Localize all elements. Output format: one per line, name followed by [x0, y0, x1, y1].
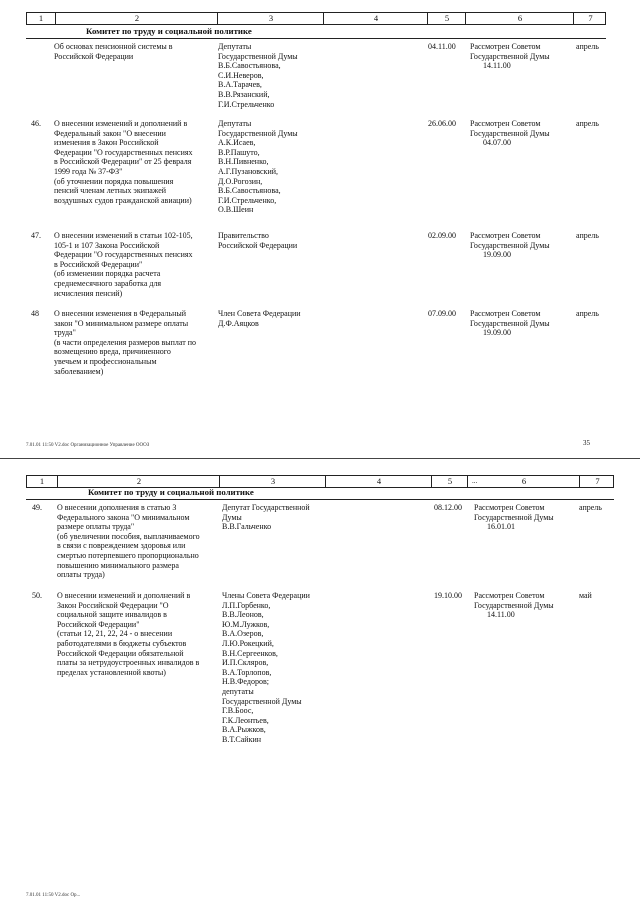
header-col-4 [325, 476, 432, 487]
row-top-2-month: апрель [576, 231, 599, 240]
title-line: воздушных судов гражданской авиации) [54, 195, 192, 205]
author-line: Л.Ю.Рокецкий, [222, 638, 274, 648]
committee-rule-top [26, 38, 606, 39]
header-col-4-label: 4 [376, 476, 382, 486]
title-line: О внесении изменений и дополнений в [54, 119, 188, 128]
status-line: Государственной Думы [474, 600, 554, 610]
author-line: В.А.Тарачев, [218, 80, 262, 90]
header-col-6-label: 6 [517, 13, 523, 23]
row-top-1-status [470, 119, 550, 148]
title-line: оплаты труда) [57, 570, 105, 580]
title-line: 105-1 и 107 Закона Российской [54, 240, 160, 250]
title-line: заболеванием) [54, 366, 104, 376]
title-line: Российской Федерации обязательной [57, 648, 184, 658]
title-line: изменения в Закон Российской [54, 138, 159, 148]
committee-heading-bottom: Комитет по труду и социальной политике [88, 487, 254, 497]
row-bottom-0-title [57, 503, 200, 580]
row-bottom-1-date: 19.10.00 [434, 591, 462, 600]
status-line: 19.09.00 [483, 328, 511, 338]
author-line: Депутат Государственной [222, 503, 310, 512]
row-top-1-num: 46. [31, 119, 41, 128]
author-line: Н.В.Федоров; [222, 677, 269, 687]
header-col-6-prefix: ... [472, 477, 478, 485]
title-line: Российской Федерации" [57, 619, 140, 629]
row-top-2-num: 47. [31, 231, 41, 240]
status-line: 16.01.01 [487, 522, 515, 532]
header-col-1-label: 1 [38, 13, 44, 23]
author-line: Российской Федерации [218, 240, 298, 250]
author-line: В.Б.Савостьянова, [218, 186, 281, 196]
page-footer-top: 7.01.01 11:50 V2.doc Организационное Управление ОООЗ [26, 443, 150, 448]
author-line: Г.И.Стрельченко, [218, 195, 277, 205]
header-col-3-label: 3 [268, 13, 274, 23]
author-line: Депутаты [218, 42, 252, 51]
author-line: Государственной Думы [218, 128, 298, 138]
row-top-2-status [470, 231, 550, 260]
author-line: В.Т.Сайкин [222, 734, 262, 744]
title-line: Федеральный закон "О внесении [54, 128, 166, 138]
author-line: Г.И.Стрельченко [218, 99, 275, 109]
header-col-3-label: 3 [270, 476, 276, 486]
header-col-6 [467, 476, 580, 487]
author-line: В.Н.Сергеенков, [222, 648, 278, 658]
title-line: (статьи 12, 21, 22, 24 - о внесении [57, 629, 173, 639]
header-col-3 [217, 13, 324, 24]
header-col-2-label: 2 [134, 13, 140, 23]
status-line: Государственной Думы [470, 240, 550, 250]
header-col-3 [219, 476, 326, 487]
author-line: В.Н.Пивненко, [218, 157, 269, 167]
author-line: О.В.Шеин [218, 205, 254, 215]
author-line: Д.О.Рогозин, [218, 176, 263, 186]
author-line: Государственной Думы [222, 696, 302, 706]
title-line: труда" [54, 328, 76, 338]
title-line: О внесении изменений и дополнений в [57, 591, 191, 600]
row-bottom-1-authors [222, 591, 310, 745]
status-line: 14.11.00 [483, 61, 511, 71]
author-line: Государственной Думы [218, 51, 298, 61]
title-line: закон "О минимальном размере оплаты [54, 318, 189, 328]
title-line: возмещению вреда, причиненного [54, 347, 171, 357]
committee-rule-bottom [26, 499, 614, 500]
row-top-0-date: 04.11.00 [428, 42, 456, 51]
page-number: 35 [583, 439, 590, 447]
row-bottom-1-title [57, 591, 199, 677]
row-top-0-authors [218, 42, 298, 109]
title-line: (об уточнении порядка повышения [54, 176, 174, 186]
status-line: Государственной Думы [470, 318, 550, 328]
header-col-2 [55, 13, 218, 24]
header-col-2-label: 2 [136, 476, 142, 486]
row-bottom-0-month: апрель [579, 503, 602, 512]
title-line: в Российской Федерации" [54, 259, 143, 269]
page-separator [0, 458, 640, 459]
header-col-1 [27, 13, 55, 24]
table-header-top [26, 12, 606, 25]
status-line: Рассмотрен Советом [470, 119, 541, 128]
status-line: Государственной Думы [474, 512, 554, 522]
title-line: смертью потерпевшего пропорционально [57, 550, 199, 560]
header-col-7-label: 7 [588, 13, 593, 23]
title-line: Об основах пенсионной системы в [54, 42, 173, 51]
author-line: В.Р.Пашуто, [218, 147, 260, 157]
header-col-7-label: 7 [595, 476, 600, 486]
row-top-3-status [470, 309, 550, 338]
committee-heading-top: Комитет по труду и социальной политике [86, 26, 252, 36]
row-bottom-1-status [474, 591, 554, 620]
title-line: О внесении изменения в Федеральный [54, 309, 187, 318]
author-line: В.А.Озеров, [222, 629, 264, 639]
author-line: Правительство [218, 231, 269, 240]
row-top-0-month: апрель [576, 42, 599, 51]
title-line: среднемесячного заработка для [54, 278, 162, 288]
header-col-6-label: 6 [521, 476, 527, 486]
status-line: Рассмотрен Советом [470, 309, 541, 318]
status-line: 04.07.00 [483, 138, 511, 148]
row-bottom-0-date: 08.12.00 [434, 503, 462, 512]
row-top-3-num: 48 [31, 309, 39, 318]
header-col-6 [465, 13, 574, 24]
title-line: (об изменении порядка расчета [54, 269, 161, 279]
header-col-2 [57, 476, 220, 487]
row-top-2-date: 02.09.00 [428, 231, 456, 240]
title-line: Федерации "О государственных пенсиях [54, 147, 193, 157]
header-col-1 [27, 476, 57, 487]
title-line: социальной защите инвалидов в [57, 610, 167, 620]
title-line: в связи с повреждением здоровья или [57, 541, 186, 551]
author-line: Члены Совета Федерации [222, 591, 310, 600]
header-col-4-label: 4 [373, 13, 379, 23]
row-top-0-status [470, 42, 550, 71]
row-top-3-title [54, 309, 196, 376]
title-line: увечьем и профессиональным [54, 356, 157, 366]
row-top-1-date: 26.06.00 [428, 119, 456, 128]
row-top-0-title [54, 42, 173, 61]
title-line: О внесении изменений в статьи 102-105, [54, 231, 193, 240]
author-line: депутаты [222, 686, 254, 696]
status-line: Рассмотрен Советом [470, 231, 541, 240]
title-line: пенсий членам летных экипажей [54, 186, 167, 196]
row-top-1-month: апрель [576, 119, 599, 128]
row-bottom-0-status [474, 503, 554, 532]
author-line: В.В.Рязанский, [218, 89, 270, 99]
title-line: пределах установленной квоты) [57, 667, 166, 677]
title-line: (об увеличении пособия, выплачиваемого [57, 531, 200, 541]
title-line: исчисления пенсий) [54, 288, 123, 298]
header-col-5-label: 5 [444, 13, 450, 23]
title-line: (в части определения размеров выплат по [54, 337, 197, 347]
title-line: в Российской Федерации" от 25 февраля [54, 157, 192, 167]
author-line: В.Б.Савостьянова, [218, 61, 281, 71]
author-line: Г.В.Боос, [222, 706, 254, 716]
header-col-5 [427, 13, 466, 24]
row-top-1-authors [218, 119, 298, 215]
author-line: И.П.Скляров, [222, 658, 269, 668]
title-line: работодателями в бюджеты субъектов [57, 638, 187, 648]
status-line: Рассмотрен Советом [474, 591, 545, 600]
title-line: Закон Российской Федерации "О [57, 600, 169, 610]
author-line: В.В.Гальченко [222, 522, 272, 532]
page-footer-bottom: 7.01.01 11:50 V2.doc Ор... [26, 893, 81, 898]
row-top-3-authors [218, 309, 301, 328]
header-col-7 [579, 476, 615, 487]
author-line: В.А.Торлопов, [222, 667, 272, 677]
row-top-2-authors [218, 231, 297, 250]
status-line: Государственной Думы [470, 51, 550, 61]
author-line: Д.Ф.Аяцков [218, 318, 259, 328]
author-line: В.А.Рыжков, [222, 725, 266, 735]
title-line: платы за нетрудоустроенных инвалидов в [57, 658, 200, 668]
header-col-7 [573, 13, 607, 24]
title-line: О внесении дополнения в статью 3 [57, 503, 177, 512]
status-line: 14.11.00 [487, 610, 515, 620]
author-line: Депутаты [218, 119, 252, 128]
author-line: А.Г.Пузановский, [218, 166, 278, 176]
row-top-2-title [54, 231, 193, 298]
status-line: Рассмотрен Советом [470, 42, 541, 51]
title-line: размере оплаты труда" [57, 522, 135, 532]
title-line: Федерации "О государственных пенсиях [54, 250, 193, 260]
header-col-1-label: 1 [39, 476, 45, 486]
row-bottom-1-month: май [579, 591, 592, 600]
status-line: Рассмотрен Советом [474, 503, 545, 512]
row-top-1-title [54, 119, 193, 205]
header-col-5-label: 5 [447, 476, 453, 486]
author-line: Член Совета Федерации [218, 309, 301, 318]
author-line: Ю.М.Лужков, [222, 619, 270, 629]
author-line: В.В.Леонов, [222, 610, 264, 620]
header-col-5 [431, 476, 468, 487]
row-bottom-1-num: 50. [32, 591, 42, 600]
author-line: С.И.Неверов, [218, 70, 264, 80]
status-line: Государственной Думы [470, 128, 550, 138]
row-top-3-date: 07.09.00 [428, 309, 456, 318]
author-line: Л.П.Горбенко, [222, 600, 271, 610]
row-bottom-0-num: 49. [32, 503, 42, 512]
status-line: 19.09.00 [483, 250, 511, 260]
row-top-3-month: апрель [576, 309, 599, 318]
title-line: повышению минимального размера [57, 560, 179, 570]
author-line: Думы [222, 512, 242, 522]
title-line: 1999 года № 37-ФЗ" [54, 166, 123, 176]
title-line: Российской Федерации [54, 51, 134, 61]
author-line: А.К.Исаев, [218, 138, 256, 148]
title-line: Федерального закона "О минимальном [57, 512, 190, 522]
header-col-4 [323, 13, 428, 24]
author-line: Г.К.Леонтьев, [222, 715, 269, 725]
row-bottom-0-authors [222, 503, 310, 532]
